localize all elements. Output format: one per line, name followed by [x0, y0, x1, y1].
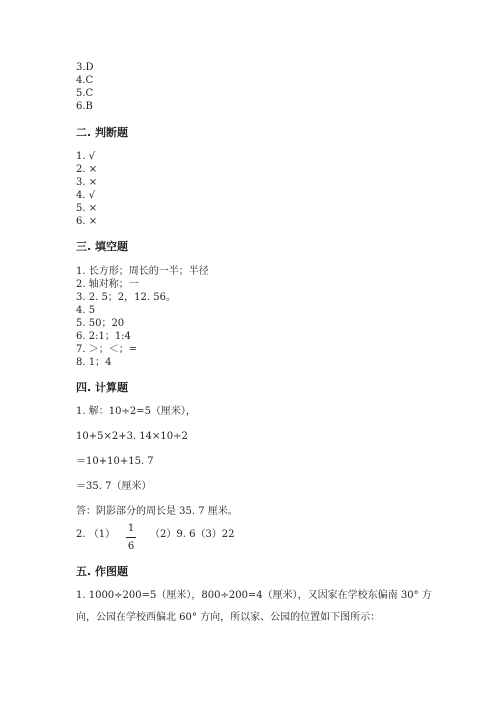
answer-line: 7. ＞；＜；=	[76, 344, 138, 355]
q2-suffix: （2）9. 6（3）22	[150, 529, 235, 540]
answer-line: 3.D	[76, 62, 94, 73]
section-heading-fill: 三. 填空题	[76, 240, 129, 253]
answer-line: 1. 长方形；周长的一半；半径	[76, 266, 209, 277]
answer-line: 6.B	[76, 101, 93, 112]
calc-line: 10+5×2+3. 14×10÷2	[76, 431, 188, 442]
answer-line: 6. ×	[76, 216, 98, 227]
calc-answer: 答：阴影部分的周长是 35. 7 厘米。	[76, 506, 238, 517]
fraction-denominator: 6	[127, 541, 135, 552]
answer-line: 2. 轴对称；一	[76, 279, 139, 290]
section-heading-calc: 四. 计算题	[76, 381, 129, 394]
answer-line: 4.C	[76, 75, 94, 86]
answer-line: 6. 2:1；1:4	[76, 331, 131, 342]
calc-line: 1. 解：10÷2=5（厘米），	[76, 406, 196, 417]
answer-line: 5. 50；20	[76, 318, 125, 329]
fraction-bar	[126, 537, 136, 538]
calc-line: ＝10+10+15. 7	[76, 456, 154, 467]
q2-prefix: 2. （1）	[76, 529, 116, 540]
answer-line: 2. ×	[76, 164, 98, 175]
answer-line: 4. √	[76, 190, 96, 201]
answer-line: 3. ×	[76, 177, 98, 188]
fraction-numerator: 1	[127, 523, 135, 534]
draw-line: 向，公园在学校西偏北 60° 方向，所以家、公园的位置如下图所示：	[76, 612, 381, 623]
answer-line: 8. 1；4	[76, 357, 112, 368]
answer-line: 3. 2. 5；2，12. 56。	[76, 292, 176, 303]
answer-line: 5. ×	[76, 203, 98, 214]
section-heading-judge: 二. 判断题	[76, 126, 129, 139]
section-heading-draw: 五. 作图题	[76, 565, 129, 578]
answer-line: 5.C	[76, 88, 94, 99]
fraction-one-sixth	[125, 523, 137, 553]
draw-line: 1. 1000÷200=5（厘米），800÷200=4（厘米），又因家在学校东偏南 30° 方	[76, 590, 432, 601]
calc-line: ＝35. 7（厘米）	[76, 481, 152, 492]
answer-line: 1. √	[76, 151, 96, 162]
answer-line: 4. 5	[76, 305, 96, 316]
